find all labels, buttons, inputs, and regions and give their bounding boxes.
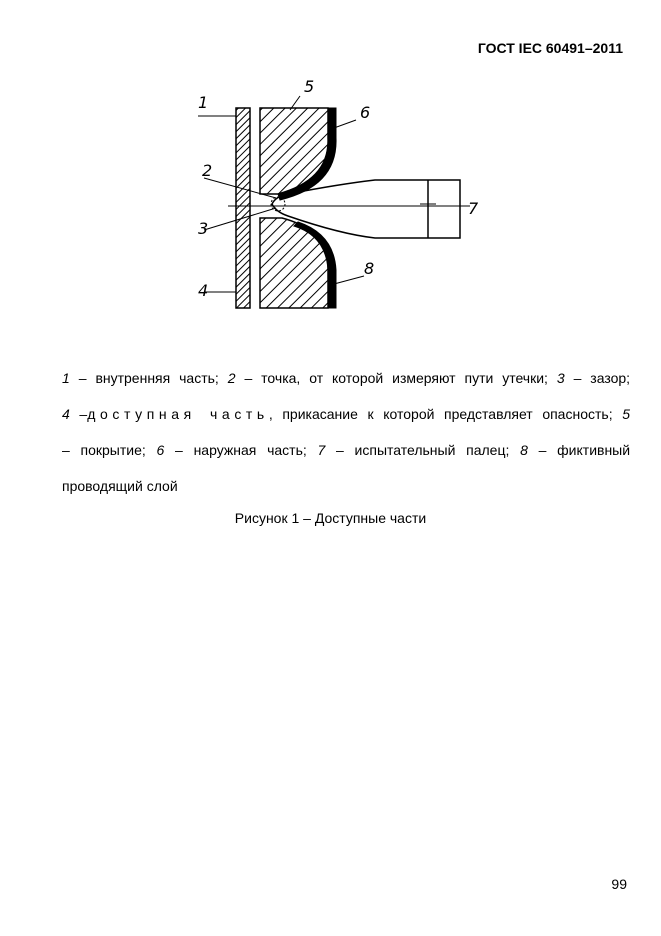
figure-label-8: 8 <box>364 259 375 278</box>
legend-line: 1 – внутренняя часть; 2 – точка, от которой измеряют пути утечки; 3 – зазор; <box>62 370 631 386</box>
figure-label-3: 3 <box>198 219 209 238</box>
figure-label-5: 5 <box>304 77 315 96</box>
figure-legend <box>62 360 630 504</box>
legend-line: 4 –доступная часть, прикасание к которой представляет опасность; 5 <box>62 406 631 422</box>
figure-label-7: 7 <box>468 199 479 218</box>
figure-caption: Рисунок 1 – Доступные части <box>234 510 427 526</box>
figure-label-2: 2 <box>202 161 213 180</box>
document-header: ГОСТ IEC 60491–2011 <box>477 40 623 56</box>
coating-bottom-shape <box>260 218 328 308</box>
figure-label-1: 1 <box>198 93 209 112</box>
inner-part-shape <box>236 108 250 308</box>
legend-line: проводящий слой <box>62 478 178 494</box>
figure-accessible-parts <box>180 77 500 328</box>
figure-label-6: 6 <box>360 103 371 122</box>
page-number: 99 <box>611 876 627 892</box>
figure-label-4: 4 <box>198 281 209 300</box>
legend-line: – покрытие; 6 – наружная часть; 7 – испытательный палец; 8 – фиктивный <box>62 442 631 458</box>
